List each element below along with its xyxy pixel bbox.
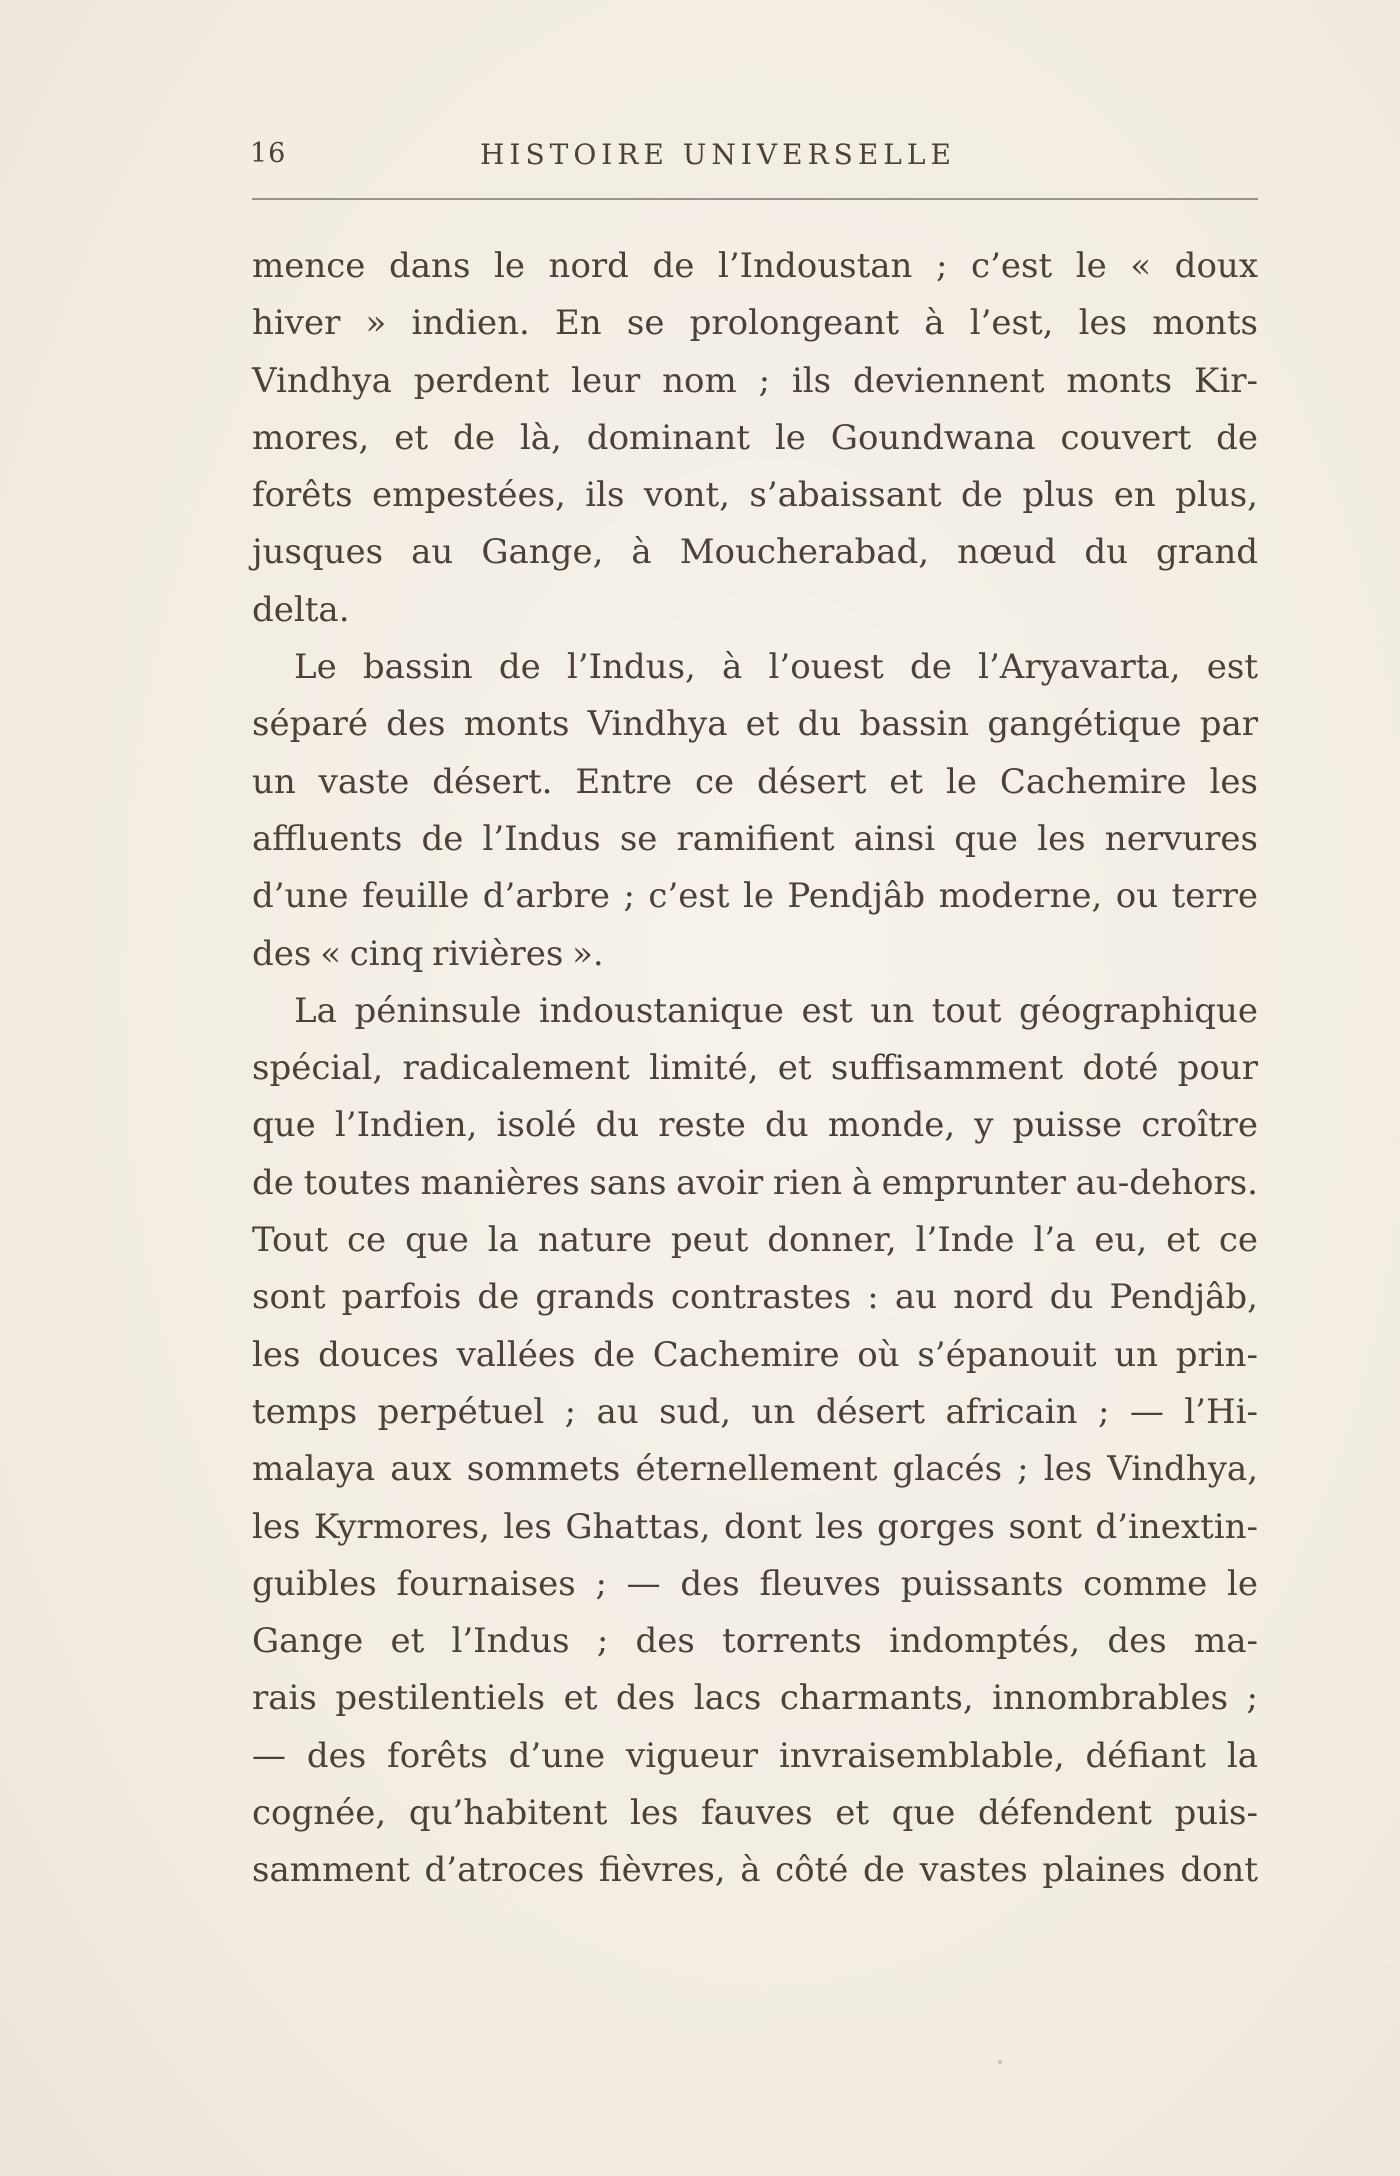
text-line: mores, et de là, dominant le Goundwana couvert de (252, 417, 1258, 458)
text-line: des « cinq rivières ». (252, 933, 604, 974)
text-line: hiver » indien. En se prolongeant à l’est, les monts (252, 303, 1258, 344)
text-line: samment d’atroces fièvres, à côté de vastes plaines dont (252, 1850, 1258, 1891)
paper-speck (998, 2060, 1002, 2064)
running-title: HISTOIRE UNIVERSELLE (480, 138, 956, 171)
text-line: Tout ce que la nature peut donner, l’Inde l’a eu, et ce (252, 1220, 1258, 1261)
page-number: 16 (250, 138, 287, 169)
text-line: rais pestilentiels et des lacs charmants, innombrables ; (252, 1678, 1258, 1719)
text-line: les Kyrmores, les Ghattas, dont les gorges sont d’inextin- (252, 1506, 1258, 1547)
text-line: sont parfois de grands contrastes : au nord du Pendjâb, (252, 1277, 1258, 1318)
text-line: de toutes manières sans avoir rien à emprunter au-dehors. (252, 1162, 1258, 1203)
text-line: Le bassin de l’Indus, à l’ouest de l’Aryavarta, est (294, 647, 1258, 688)
text-line: que l’Indien, isolé du reste du monde, y puisse croître (252, 1105, 1258, 1146)
text-line: les douces vallées de Cachemire où s’épanouit un prin- (252, 1334, 1258, 1375)
text-line: — des forêts d’une vigueur invraisemblable, défiant la (252, 1735, 1258, 1776)
text-line: delta. (252, 589, 350, 630)
body-text (252, 238, 1258, 1900)
text-line: séparé des monts Vindhya et du bassin gangétique par (252, 704, 1258, 745)
text-line: temps perpétuel ; au sud, un désert africain ; — l’Hi- (252, 1391, 1258, 1432)
header-rule (252, 198, 1258, 200)
text-line: forêts empestées, ils vont, s’abaissant de plus en plus, (252, 475, 1258, 516)
running-head (250, 138, 1260, 178)
text-line: malaya aux sommets éternellement glacés ; les Vindhya, (252, 1449, 1258, 1490)
text-line: jusques au Gange, à Moucherabad, nœud du grand (252, 532, 1258, 573)
text-line: La péninsule indoustanique est un tout géographique (294, 990, 1258, 1031)
text-line: cognée, qu’habitent les fauves et que défendent puis- (252, 1793, 1258, 1834)
text-line: d’une feuille d’arbre ; c’est le Pendjâb moderne, ou terre (252, 876, 1258, 917)
text-line: Vindhya perdent leur nom ; ils deviennent monts Kir- (252, 360, 1258, 401)
text-line: mence dans le nord de l’Indoustan ; c’est le « doux (252, 246, 1258, 286)
text-line: un vaste désert. Entre ce désert et le Cachemire les (252, 761, 1258, 802)
text-line: guibles fournaises ; — des fleuves puissants comme le (252, 1563, 1258, 1604)
text-line: affluents de l’Indus se ramifient ainsi que les nervures (252, 818, 1258, 859)
text-line: Gange et l’Indus ; des torrents indomptés, des ma- (252, 1621, 1258, 1662)
text-line: spécial, radicalement limité, et suffisamment doté pour (252, 1048, 1258, 1089)
